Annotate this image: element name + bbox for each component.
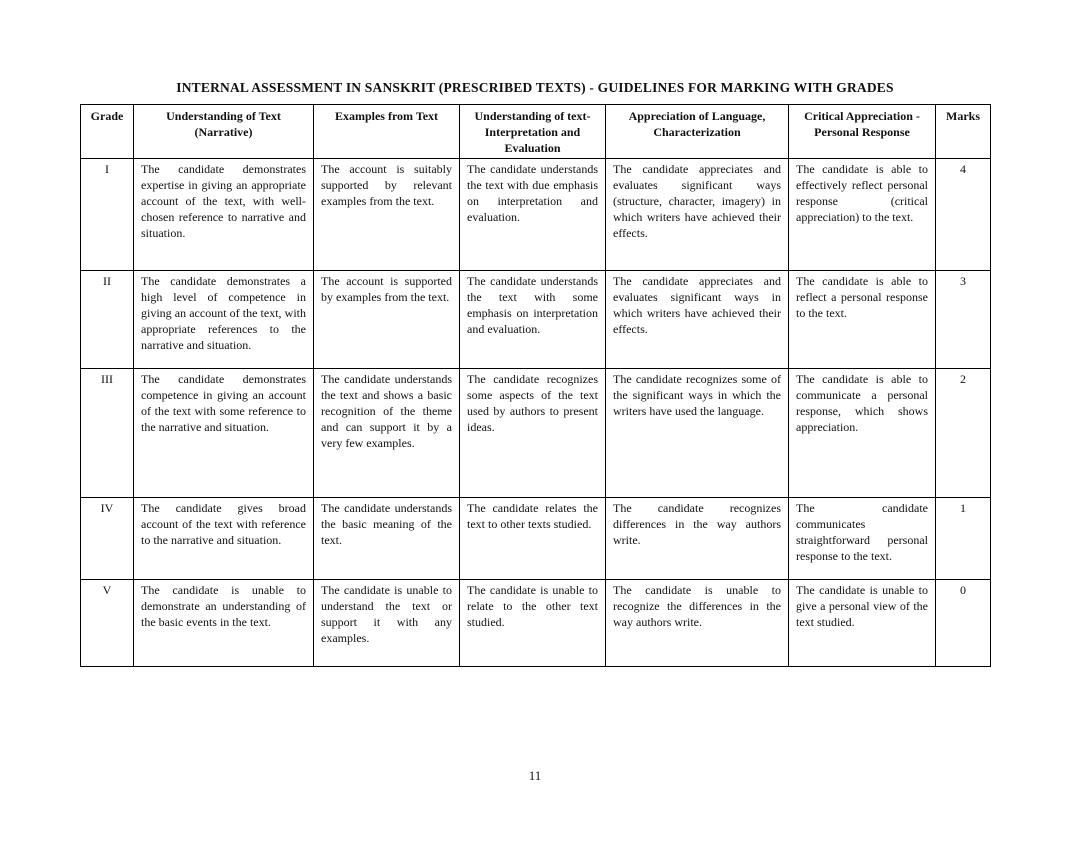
page-number: 11 [528,768,542,783]
page-title: INTERNAL ASSESSMENT IN SANSKRIT (PRESCRIBED TEXTS) - GUIDELINES FOR MARKING WITH GRADES [176,80,894,95]
marks-cell: 0 [936,580,991,667]
header-interpretation: Understanding of text- Interpretation and Evaluation [460,105,606,159]
header-examples: Examples from Text [314,105,460,159]
response-cell: The candidate is able to effectively reflect personal response (critical appreciation) to the text. [789,159,936,271]
marks-cell: 2 [936,369,991,498]
narrative-cell: The candidate demonstrates expertise in giving an appropriate account of the text, with well-chosen reference to narrative and situation. [134,159,314,271]
interpretation-cell: The candidate understands the text with due emphasis on interpretation and evaluation. [460,159,606,271]
marks-cell: 4 [936,159,991,271]
interpretation-cell: The candidate relates the text to other texts studied. [460,498,606,580]
language-cell: The candidate appreciates and evaluates significant ways in which writers have achieved their effects. [606,271,789,369]
header-personal-response: Critical Appreciation -Personal Response [789,105,936,159]
marks-cell: 3 [936,271,991,369]
header-grade: Grade [81,105,134,159]
table-row [81,271,991,369]
header-marks: Marks [936,105,991,159]
narrative-cell: The candidate demonstrates competence in giving an account of the text with some reference to the narrative and situation. [134,369,314,498]
header-language: Appreciation of Language, Characterization [606,105,789,159]
response-cell: The candidate is able to communicate a personal response, which shows appreciation. [789,369,936,498]
header-understanding-narrative: Understanding of Text (Narrative) [134,105,314,159]
language-cell: The candidate recognizes some of the significant ways in which the writers have used the language. [606,369,789,498]
examples-cell: The candidate understands the basic meaning of the text. [314,498,460,580]
grade-cell: II [81,271,134,369]
interpretation-cell: The candidate recognizes some aspects of the text used by authors to present ideas. [460,369,606,498]
examples-cell: The account is supported by examples from the text. [314,271,460,369]
narrative-cell: The candidate is unable to demonstrate an understanding of the basic events in the text. [134,580,314,667]
response-cell: The candidate communicates straightforward personal response to the text. [789,498,936,580]
marks-cell: 1 [936,498,991,580]
response-cell: The candidate is able to reflect a personal response to the text. [789,271,936,369]
interpretation-cell: The candidate understands the text with some emphasis on interpretation and evaluation. [460,271,606,369]
language-cell: The candidate recognizes differences in the way authors write. [606,498,789,580]
examples-cell: The candidate is unable to understand the text or support it with any examples. [314,580,460,667]
narrative-cell: The candidate gives broad account of the text with reference to the narrative and situation. [134,498,314,580]
examples-cell: The account is suitably supported by relevant examples from the text. [314,159,460,271]
language-cell: The candidate is unable to recognize the differences in the way authors write. [606,580,789,667]
narrative-cell: The candidate demonstrates a high level of competence in giving an account of the text, with appropriate references to the narrative and situation. [134,271,314,369]
table-row [81,159,991,271]
table-row [81,369,991,498]
interpretation-cell: The candidate is unable to relate to the other text studied. [460,580,606,667]
examples-cell: The candidate understands the text and shows a basic recognition of the theme and can support it by a very few examples. [314,369,460,498]
grade-cell: IV [81,498,134,580]
grade-cell: V [81,580,134,667]
grading-rubric-table [80,104,991,667]
response-cell: The candidate is unable to give a personal view of the text studied. [789,580,936,667]
grade-cell: I [81,159,134,271]
table-row [81,580,991,667]
table-header-row [81,105,991,159]
table-row [81,498,991,580]
grade-cell: III [81,369,134,498]
language-cell: The candidate appreciates and evaluates significant ways (structure, character, imagery) in which writers have achieved their effects. [606,159,789,271]
